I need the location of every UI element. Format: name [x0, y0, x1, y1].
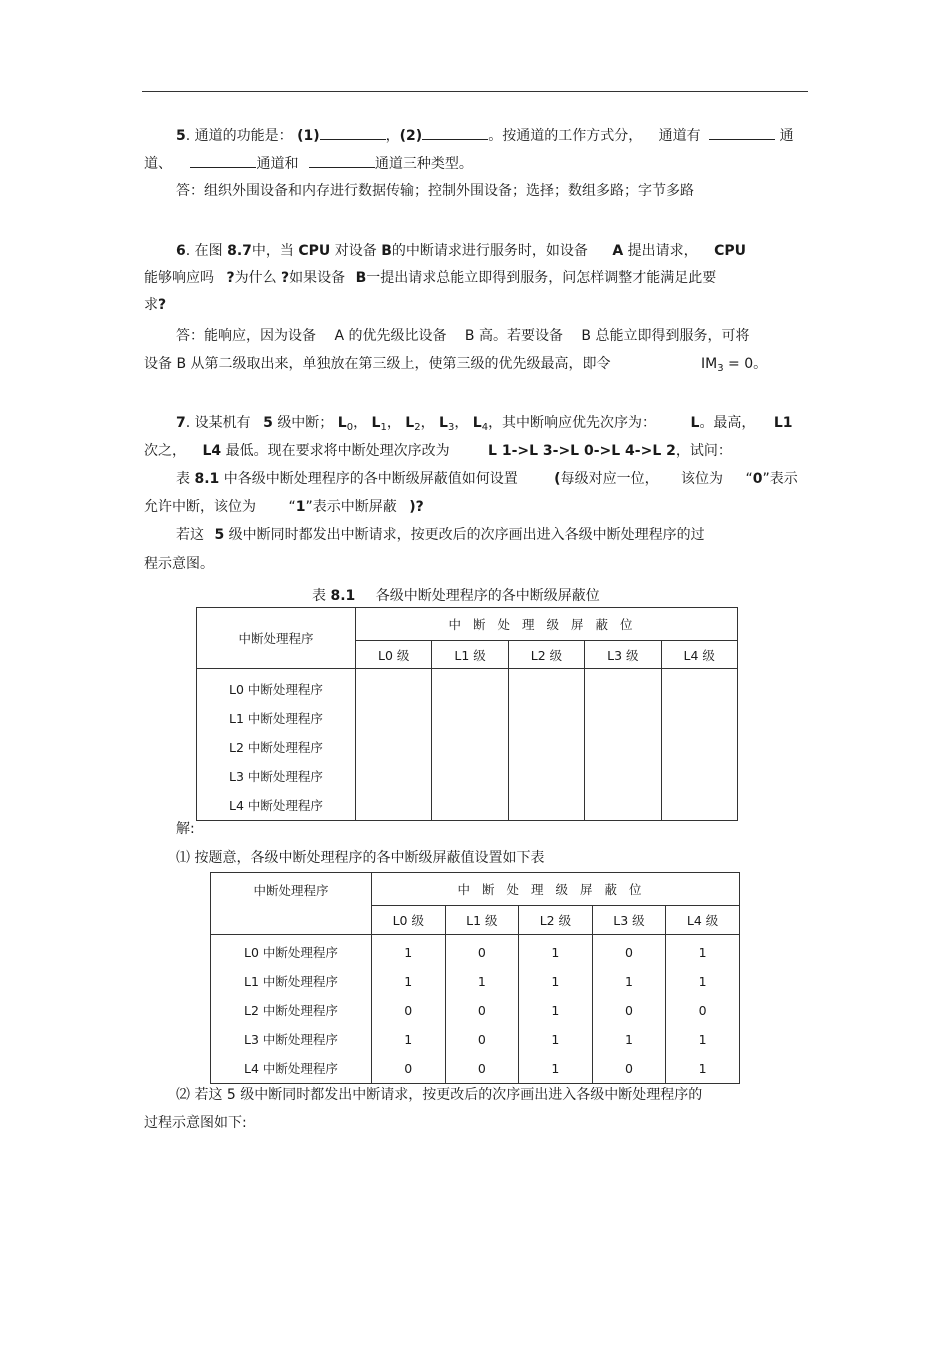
table1-col-header: L4 级 [661, 641, 738, 669]
q7-line-2: 次之， L4 最低。现在要求将中断处理次序改为 L 1->L 3->L 0->L 4->L 2，试问： [144, 443, 732, 459]
mask-value: 0 [624, 1003, 633, 1018]
q6-line-2: 能够响应吗 ?为什么 ?如果设备 B一提出请求总能立即得到服务，问怎样调整才能满足此要 [144, 270, 717, 286]
q5-blank-4 [190, 153, 256, 168]
mask-table-empty [196, 607, 738, 821]
mask-value: 1 [477, 974, 486, 989]
table2-corner-header: 中断处理程序 [211, 873, 372, 935]
q6-line-1: 6. 在图 8.7中，当 CPU 对设备 B的中断请求进行服务时，如设备 A 提出请求， CPU [176, 243, 746, 259]
q7-line-5: 若这 5 级中断同时都发出中断请求，按更改后的次序画出进入各级中断处理程序的过 [176, 527, 705, 543]
mask-value: 1 [551, 1003, 560, 1018]
table1-col-header: L1 级 [432, 641, 508, 669]
q5-number: 5 [176, 128, 186, 144]
table2-row-labels [211, 935, 372, 1084]
table1-col-header: L2 级 [508, 641, 584, 669]
q6-number: 6 [176, 243, 186, 259]
table1-empty-cell [661, 669, 738, 821]
table2-col-values-L1 [445, 935, 519, 1084]
table1-empty-cell [585, 669, 661, 821]
table2-col-values-L0 [372, 935, 446, 1084]
mask-value: 0 [477, 1003, 486, 1018]
table1-col-header: L3 级 [585, 641, 661, 669]
q5-answer: 答：组织外围设备和内存进行数据传输；控制外围设备；选择；数组多路；字节多路 [176, 183, 694, 199]
q7-line-1: 7. 设某机有 5 级中断； $L_0$， $L_1$， $L_2$， $L_3$， $L_4$，其中断响应优先次序为： L。最高， L1 [176, 415, 793, 433]
mask-value: 0 [698, 1003, 707, 1018]
q5-blank-5 [309, 153, 375, 168]
mask-value: 1 [698, 1032, 707, 1047]
mask-value: 1 [698, 1061, 707, 1076]
table1-empty-cell [432, 669, 508, 821]
table1-corner-header: 中断处理程序 [197, 608, 356, 669]
q5-line-1: 5. 通道的功能是： (1) ，(2) 。按通道的工作方式分， 通道有 通 [176, 125, 794, 146]
solution-label: 解: [176, 821, 195, 837]
table1-row-label: L0 中断处理程序 [229, 682, 323, 697]
table2-col-header: L2 级 [519, 906, 593, 935]
mask-value: 1 [698, 974, 707, 989]
q5-blank-3 [709, 125, 775, 140]
header-rule [142, 91, 808, 92]
table2-group-header: 中断处理级屏蔽位 [372, 873, 740, 906]
table1-row-label: L4 中断处理程序 [229, 798, 323, 813]
q6-answer-1: 答：能响应，因为设备 A 的优先级比设备 B 高。若要设备 B 总能立即得到服务，可将 [176, 328, 750, 344]
table2-row-label: L0 中断处理程序 [244, 945, 338, 960]
mask-value: 0 [624, 1061, 633, 1076]
mask-value: 1 [404, 974, 413, 989]
q6-line-3: 求? [144, 297, 167, 313]
table2-col-header: L4 级 [666, 906, 740, 935]
table2-row-label: L3 中断处理程序 [244, 1032, 338, 1047]
mask-value: 0 [477, 1032, 486, 1047]
mask-value: 1 [624, 974, 633, 989]
new-order-sequence: L 1->L 3->L 0->L 4->L 2 [488, 443, 676, 459]
table1-group-header: 中断处理级屏蔽位 [356, 608, 738, 641]
q7-line-4: 允许中断，该位为 “1”表示中断屏蔽 )? [144, 499, 424, 515]
table1-row-label: L2 中断处理程序 [229, 740, 323, 755]
q5-blank-1 [320, 125, 386, 140]
table1-empty-cell [356, 669, 432, 821]
mask-value: 0 [404, 1003, 413, 1018]
mask-value: 1 [551, 945, 560, 960]
table2-col-values-L4 [666, 935, 740, 1084]
mask-value: 1 [624, 1032, 633, 1047]
table1-caption: 表 8.1 各级中断处理程序的各中断级屏蔽位 [312, 588, 600, 604]
mask-value: 1 [551, 974, 560, 989]
mask-value: 1 [551, 1032, 560, 1047]
table2-row-label: L2 中断处理程序 [244, 1003, 338, 1018]
solution-part-2-line-2: 过程示意图如下: [144, 1115, 247, 1131]
solution-part-2-line-1: ⑵ 若这 5 级中断同时都发出中断请求，按更改后的次序画出进入各级中断处理程序的 [176, 1087, 703, 1103]
table2-col-values-L2 [519, 935, 593, 1084]
mask-value: 1 [404, 945, 413, 960]
solution-part-1: ⑴ 按题意，各级中断处理程序的各中断级屏蔽值设置如下表 [176, 850, 545, 866]
mask-value: 0 [404, 1061, 413, 1076]
table2-row-label: L1 中断处理程序 [244, 974, 338, 989]
q7-line-6: 程示意图。 [144, 556, 214, 572]
mask-value: 1 [404, 1032, 413, 1047]
table2-col-header: L3 级 [592, 906, 666, 935]
table2-row-label: L4 中断处理程序 [244, 1061, 338, 1076]
table2-col-values-L3 [592, 935, 666, 1084]
mask-value: 1 [551, 1061, 560, 1076]
mask-value: 0 [624, 945, 633, 960]
q6-answer-2: 设备 B 从第二级取出来，单独放在第三级上，使第三级的优先级最高，即令 $IM_3 = 0$。 [144, 356, 768, 374]
q7-number: 7 [176, 415, 186, 431]
q7-line-3: 表 8.1 中各级中断处理程序的各中断级屏蔽值如何设置 (每级对应一位， 该位为 “0”表示 [176, 471, 798, 487]
table1-col-header: L0 级 [356, 641, 432, 669]
mask-value: 0 [477, 945, 486, 960]
table2-col-header: L0 级 [372, 906, 446, 935]
mask-table-filled [210, 872, 740, 1084]
mask-value: 1 [698, 945, 707, 960]
table1-row-label: L3 中断处理程序 [229, 769, 323, 784]
q5-line-2: 道、 通道和 通道三种类型。 [144, 153, 473, 174]
table1-row-labels [197, 669, 356, 821]
table1-row-label: L1 中断处理程序 [229, 711, 323, 726]
mask-value: 0 [477, 1061, 486, 1076]
table2-col-header: L1 级 [445, 906, 519, 935]
table1-empty-cell [508, 669, 584, 821]
q5-blank-2 [422, 125, 488, 140]
